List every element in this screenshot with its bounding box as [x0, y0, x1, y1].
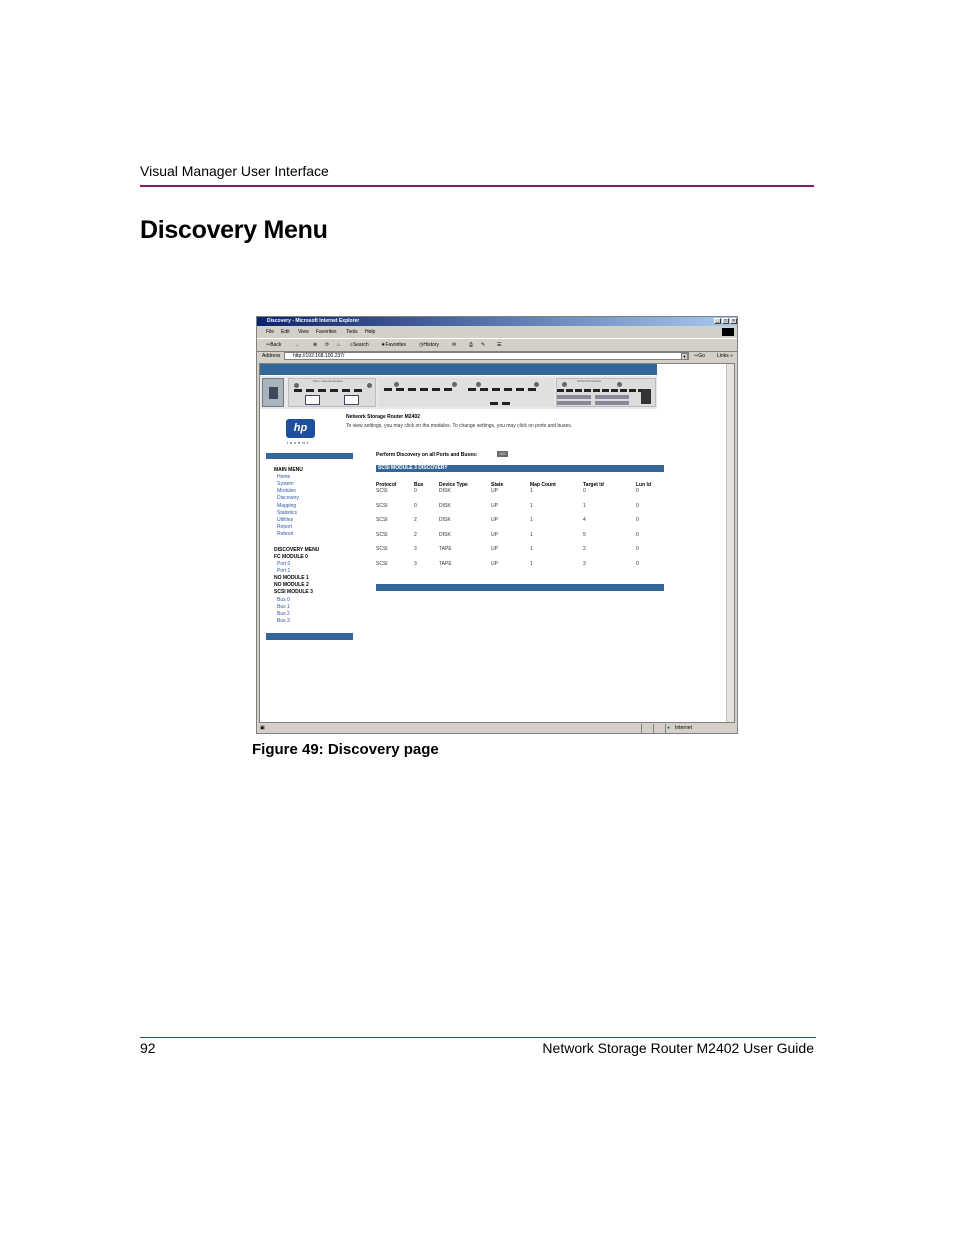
- nav-home[interactable]: Home: [277, 474, 291, 480]
- nav-discovery[interactable]: Discovery: [277, 495, 299, 501]
- nav-statistics[interactable]: Statistics: [277, 510, 298, 516]
- port-icon: [294, 389, 302, 392]
- forward-icon[interactable]: →: [294, 342, 299, 348]
- scsi-bus-0[interactable]: [557, 395, 591, 399]
- header-rule: [140, 185, 814, 187]
- no-module-1: NO MODULE 1: [274, 575, 309, 581]
- print-icon[interactable]: ⎙: [469, 342, 474, 348]
- go-button[interactable]: ⇨Go: [694, 353, 705, 359]
- status-divider: [665, 724, 666, 733]
- knob-icon: [452, 382, 457, 387]
- nav-bus-3[interactable]: Bus 3: [277, 618, 290, 624]
- slot-icon: [396, 388, 404, 391]
- page-title: Discovery Menu: [140, 216, 328, 244]
- port-icon: [306, 389, 314, 392]
- table-title-bar: [376, 465, 664, 472]
- home-icon[interactable]: ⌂: [337, 342, 341, 348]
- scsi-bus-3[interactable]: [595, 401, 629, 405]
- router-name: Network Storage Router M2402: [346, 414, 420, 420]
- slot-icon: [492, 388, 500, 391]
- empty-module-slots: [378, 378, 554, 407]
- search-button[interactable]: ⌕Search: [350, 342, 369, 348]
- stop-icon[interactable]: ⊗: [313, 342, 318, 348]
- nav-bus-2[interactable]: Bus 2: [277, 611, 290, 617]
- mail-icon[interactable]: ✉: [452, 342, 457, 348]
- browser-menubar: [257, 327, 737, 337]
- minimize-icon[interactable]: _: [714, 318, 721, 324]
- port-icon: [342, 389, 350, 392]
- running-header: Visual Manager User Interface: [140, 163, 329, 179]
- table-footer-bar: [376, 584, 664, 591]
- menu-help[interactable]: Help: [365, 329, 376, 335]
- browser-titlebar: [257, 317, 737, 326]
- knob-icon: [617, 382, 622, 387]
- menu-favorites[interactable]: Favorites: [316, 329, 337, 335]
- knob-icon: [534, 382, 539, 387]
- nav-utilities[interactable]: Utilities: [277, 517, 294, 523]
- history-button[interactable]: ◷History: [419, 342, 439, 348]
- slot-icon: [502, 402, 510, 405]
- vertical-scrollbar[interactable]: [726, 364, 734, 722]
- nav-bus-1[interactable]: Bus 1: [277, 604, 290, 610]
- menu-file[interactable]: File: [266, 329, 275, 335]
- chevron-down-icon[interactable]: ▼: [682, 354, 687, 359]
- nav-system[interactable]: System: [277, 481, 294, 487]
- globe-icon: ●: [667, 725, 671, 731]
- scsi-ports: [557, 389, 641, 392]
- status-bar: [257, 724, 737, 733]
- slot-icon: [480, 388, 488, 391]
- scsi-module-3[interactable]: SCSI/LVD Module: [556, 378, 656, 407]
- port-icon: [354, 389, 362, 392]
- power-module[interactable]: [262, 378, 284, 407]
- knob-icon: [394, 382, 399, 387]
- col-device-type: Device Type: [439, 482, 468, 488]
- scsi-bus-2[interactable]: [595, 395, 629, 399]
- slot-icon: [528, 388, 536, 391]
- no-module-2: NO MODULE 2: [274, 582, 309, 588]
- address-label: Address: [262, 353, 281, 359]
- slot-icon: [468, 388, 476, 391]
- address-input[interactable]: http://192.168.100.237/: [284, 352, 689, 360]
- browser-screenshot: [256, 316, 738, 734]
- close-icon[interactable]: ×: [730, 318, 737, 324]
- links-button[interactable]: Links »: [717, 353, 733, 359]
- browser-toolbar: [257, 338, 737, 352]
- slot-icon: [490, 402, 498, 405]
- status-zone: Internet: [675, 725, 692, 731]
- windows-logo-icon: [722, 328, 734, 336]
- back-button[interactable]: ⇦Back: [266, 342, 282, 348]
- col-lun-id: Lun Id: [636, 482, 651, 488]
- hp-logo-icon: hp: [286, 419, 315, 438]
- fc-port-0[interactable]: [305, 395, 320, 405]
- hp-tagline: invent: [287, 440, 310, 445]
- slot-icon: [516, 388, 524, 391]
- favorites-button[interactable]: ★Favorites: [381, 342, 407, 348]
- window-title: Discovery - Microsoft Internet Explorer: [267, 318, 360, 324]
- nav-mapping[interactable]: Mapping: [277, 503, 297, 509]
- page-content: Fibre Channel Module SCSI/LVD Module hp invent Network Storage Router M2402 To view settings, you may click on the modules. To change settings, you may click on ports and buses. MAIN MENU Home System Modules Discovery Mapping Statistics Utilities Report Reboot DISCOVERY MENU FC MODULE 0 Port 0 Port 1 NO MODULE 1 NO MODULE 2 SCSI MODULE 3 Bus 0 Bus 1 Bus 2 Bus 3 Perform Discovery on all Ports and Buses: GO SCSI MODULE 3 DISCOVERY Protocol Bus Device Type State Map Count Target Id Lun Id SCSI 0 DISK UP 1 0 0 SCSI 0 DISK UP 1 1 0 SCSI 2 DISK UP 1 4 0 SCSI 2 DISK UP 1 5 0 SCSI 3 TAPE UP 1 2 0 SCSI 3 TAPE UP 1 3 0: [259, 363, 735, 723]
- fc-module-0[interactable]: Fibre Channel Module: [288, 378, 376, 407]
- slot-icon: [384, 388, 392, 391]
- port-icon: [330, 389, 338, 392]
- figure-caption: Figure 49: Discovery page: [252, 741, 439, 758]
- nav-bar-bottom: [266, 633, 353, 640]
- status-divider: [653, 724, 654, 733]
- slot-icon: [432, 388, 440, 391]
- menu-edit[interactable]: Edit: [281, 329, 290, 335]
- footer-rule: [140, 1037, 816, 1038]
- intro-text: To view settings, you may click on the modules. To change settings, you may click on ports and buses.: [346, 423, 573, 429]
- edit-icon[interactable]: ✎: [481, 342, 486, 348]
- slot-icon: [408, 388, 416, 391]
- col-map-count: Map Count: [530, 482, 556, 488]
- col-bus: Bus: [414, 482, 424, 488]
- col-target-id: Target Id: [583, 482, 604, 488]
- refresh-icon[interactable]: ⟳: [325, 342, 330, 348]
- scsi-module-link[interactable]: SCSI MODULE 3: [274, 589, 313, 595]
- nav-report[interactable]: Report: [277, 524, 293, 530]
- scsi-bus-1[interactable]: [557, 401, 591, 405]
- router-panel-graphic[interactable]: [260, 376, 657, 409]
- discovery-go-button[interactable]: GO: [497, 451, 508, 457]
- maximize-icon[interactable]: □: [723, 318, 728, 324]
- nav-bus-0[interactable]: Bus 0: [277, 597, 290, 603]
- discovery-prompt: Perform Discovery on all Ports and Buses:: [376, 452, 478, 458]
- top-banner: [260, 364, 657, 375]
- knob-icon: [562, 382, 567, 387]
- knob-icon: [476, 382, 481, 387]
- slot-icon: [420, 388, 428, 391]
- status-divider: [641, 724, 642, 733]
- slot-icon: [444, 388, 452, 391]
- nav-reboot[interactable]: Reboot: [277, 531, 294, 537]
- nav-port-1[interactable]: Port 1: [277, 568, 291, 574]
- nav-modules[interactable]: Modules: [277, 488, 296, 494]
- nav-port-0[interactable]: Port 0: [277, 561, 291, 567]
- discuss-icon[interactable]: ☰: [497, 342, 502, 348]
- address-bar: [257, 351, 737, 362]
- menu-view[interactable]: View: [298, 329, 309, 335]
- slot-icon: [504, 388, 512, 391]
- table-title: SCSI MODULE 3 DISCOVERY: [378, 465, 448, 471]
- page-icon: ▣: [260, 725, 265, 731]
- fc-port-1[interactable]: [344, 395, 359, 405]
- col-state: State: [491, 482, 504, 488]
- fc-module-link[interactable]: FC MODULE 0: [274, 554, 308, 560]
- nav-bar-top: [266, 453, 353, 459]
- main-menu-title: MAIN MENU: [274, 467, 303, 473]
- discovery-menu-title: DISCOVERY MENU: [274, 547, 320, 553]
- knob-icon: [367, 383, 372, 388]
- guide-title: Network Storage Router M2402 User Guide: [542, 1040, 814, 1056]
- page-number: 92: [140, 1040, 156, 1056]
- port-icon: [318, 389, 326, 392]
- ethernet-port: [641, 389, 651, 404]
- menu-tools[interactable]: Tools: [346, 329, 358, 335]
- col-protocol: Protocol: [376, 482, 397, 488]
- knob-icon: [294, 383, 299, 388]
